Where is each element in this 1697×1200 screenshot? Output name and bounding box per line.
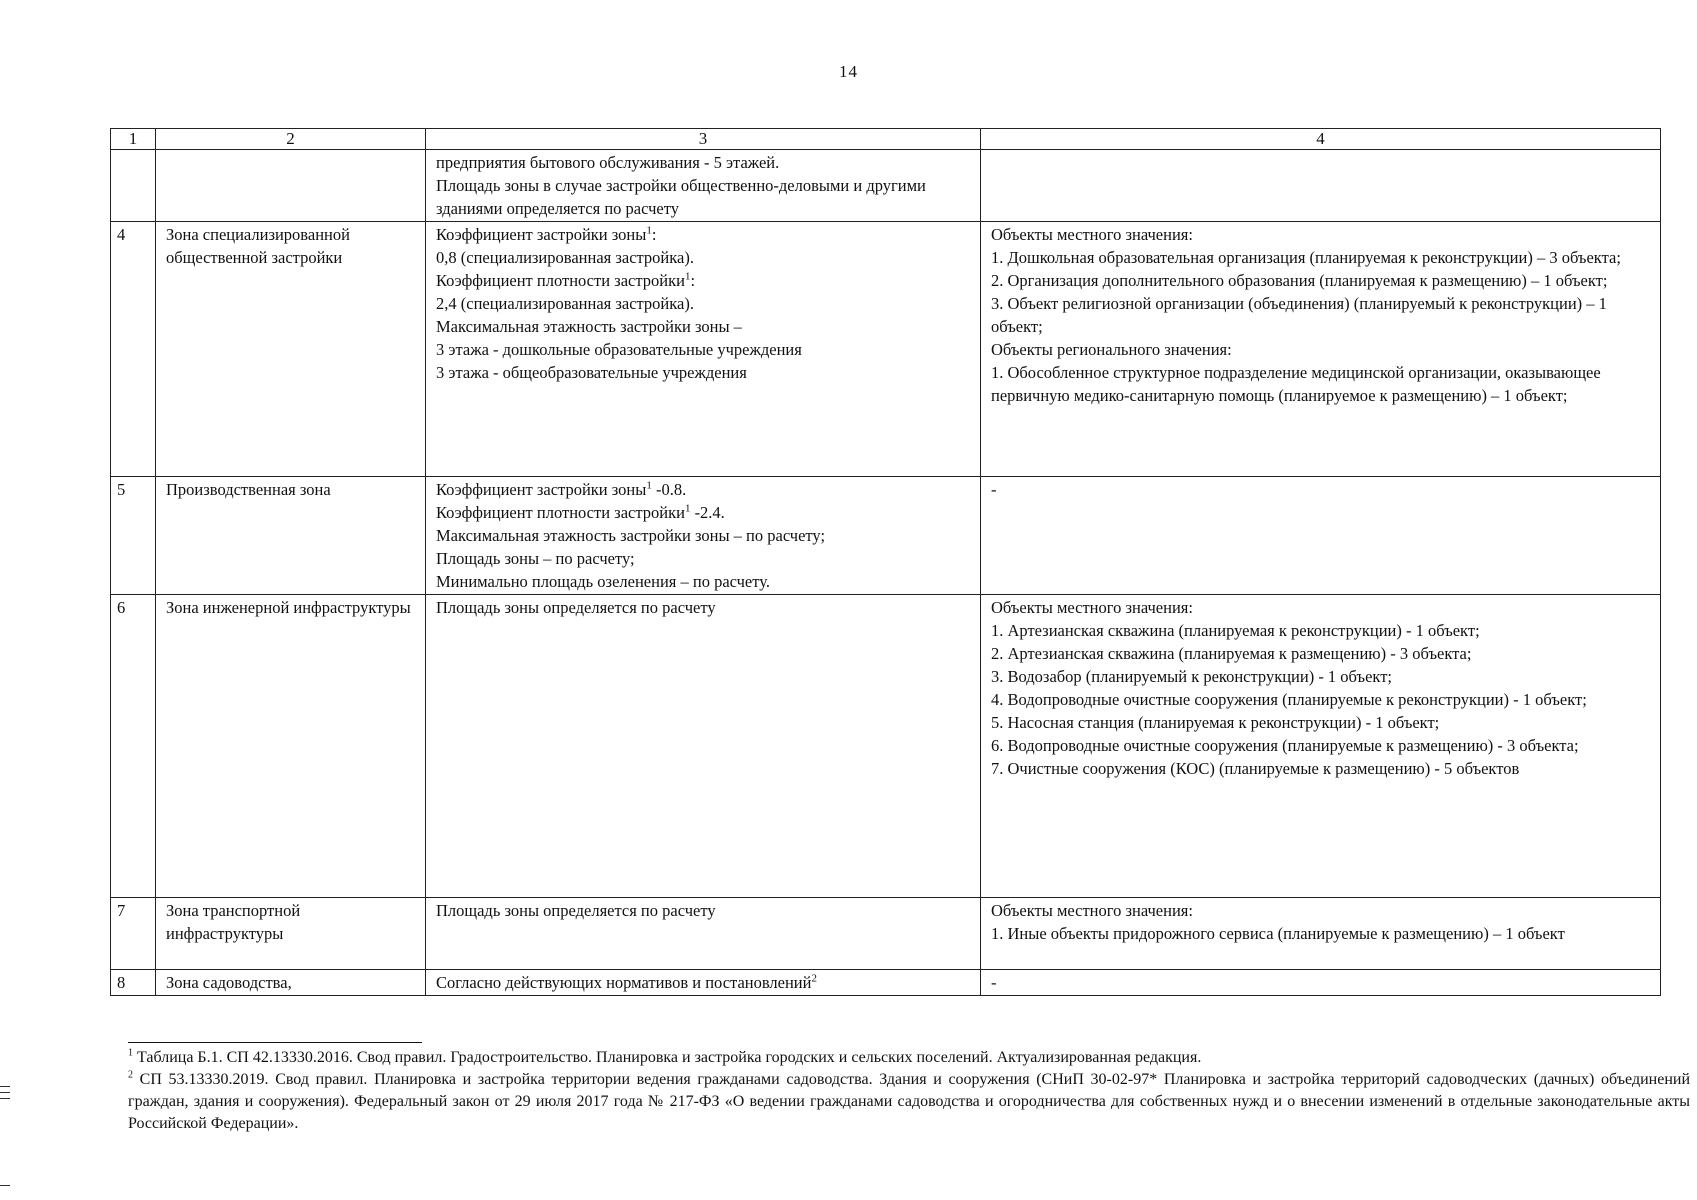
footnote-ref: 1 — [646, 224, 652, 237]
footnote-separator — [128, 1042, 422, 1043]
object-line: 1. Дошкольная образовательная организация (планируемая к реконструкции) – 3 объекта; — [991, 248, 1621, 267]
param-line: предприятия бытового обслуживания - 5 этажей. — [436, 153, 780, 172]
footnote-mark: 1 — [128, 1047, 133, 1059]
row-number: 6 — [111, 595, 156, 898]
object-line: 5. Насосная станция (планируемая к реконструкции) - 1 объект; — [991, 713, 1440, 732]
header-col-3: 3 — [426, 129, 981, 150]
zone-name — [156, 150, 426, 222]
zone-params — [426, 477, 981, 595]
row-number: 5 — [111, 477, 156, 595]
object-line: 2. Организация дополнительного образования (планируемая к размещению) – 1 объект; — [991, 271, 1608, 290]
page-number: 14 — [839, 62, 858, 81]
zone-name: Производственная зона — [156, 477, 426, 595]
zone-params — [426, 150, 981, 222]
param-line: 3 этажа - общеобразовательные учреждения — [436, 363, 747, 382]
param-line: Коэффициент плотности застройки$^1$: — [436, 270, 696, 290]
param-line: 3 этажа - дошкольные образовательные учреждения — [436, 340, 802, 359]
zone-params — [426, 222, 981, 477]
zone-name: Зона специализированной общественной застройки — [156, 222, 426, 477]
binding-mark — [0, 1098, 10, 1099]
param-line: Площадь зоны – по расчету; — [436, 549, 635, 568]
table-row-continuation — [111, 150, 1661, 222]
param-line: 0,8 (специализированная застройка). — [436, 248, 694, 267]
object-line: 1. Иные объекты придорожного сервиса (планируемые к размещению) – 1 объект — [991, 924, 1565, 943]
object-line: 4. Водопроводные очистные сооружения (планируемые к реконструкции) - 1 объект; — [991, 690, 1587, 709]
binding-mark — [0, 1092, 10, 1093]
row-number: 4 — [111, 222, 156, 477]
row-number: 8 — [111, 970, 156, 996]
param-line: Коэффициент застройки зоны$^1$: — [436, 224, 657, 244]
zone-objects — [981, 898, 1661, 970]
zone-objects — [981, 595, 1661, 898]
header-col-4: 4 — [981, 129, 1661, 150]
param-line: Коэффициент плотности застройки$^1$ -2.4. — [436, 502, 725, 522]
row-number: 7 — [111, 898, 156, 970]
object-line: Объекты местного значения: — [991, 225, 1193, 244]
object-line: 3. Объект религиозной организации (объединения) (планируемый к реконструкции) – 1 объект; — [991, 294, 1607, 336]
object-line: 1. Артезианская скважина (планируемая к реконструкции) - 1 объект; — [991, 621, 1480, 640]
object-line: 2. Артезианская скважина (планируемая к размещению) - 3 объекта; — [991, 644, 1472, 663]
zone-objects: - — [981, 970, 1661, 996]
object-line: Объекты местного значения: — [991, 901, 1193, 920]
zones-table — [110, 128, 1661, 996]
zone-objects: - — [981, 477, 1661, 595]
binding-mark — [0, 1086, 10, 1087]
footnote-ref: 1 — [646, 479, 652, 492]
header-col-1: 1 — [111, 129, 156, 150]
object-line: 1. Обособленное структурное подразделение медицинской организации, оказывающее первичную медико-санитарную помощь (планируемое к размещению) – 1 объект; — [991, 363, 1601, 405]
object-line: 3. Водозабор (планируемый к реконструкции) - 1 объект; — [991, 667, 1392, 686]
binding-mark — [0, 1185, 10, 1186]
row-number — [111, 150, 156, 222]
table-row-5 — [111, 477, 1661, 595]
param-line: Коэффициент застройки зоны$^1$ -0.8. — [436, 479, 687, 499]
footnote-ref: 1 — [684, 270, 691, 283]
zone-name: Зона садоводства, — [156, 970, 426, 996]
footnote-ref: 2 — [811, 972, 817, 985]
footnotes — [128, 1047, 1690, 1135]
footnote-ref: 1 — [684, 502, 691, 515]
param-line: 2,4 (специализированная застройка). — [436, 294, 694, 313]
zone-objects — [981, 222, 1661, 477]
zone-params: Площадь зоны определяется по расчету — [426, 898, 981, 970]
object-line: Объекты регионального значения: — [991, 340, 1232, 359]
footnote-2: $^2$ СП 53.13330.2019. Свод правил. Планировка и застройка территории ведения гражданами садоводства. Здания и сооружения (СНиП 30-02-97* Планировка и застройка территорий садоводческих (дачных) объединений граждан, здания и сооружения). Федеральный закон от 29 июля 2017 года № 217-ФЗ «О ведении гражданами садоводства и огородничества для собственных нужд и о внесении изменений в отдельные законодательные акты Российской Федерации». — [128, 1069, 1691, 1132]
zone-name: Зона транспортной инфраструктуры — [156, 898, 426, 970]
zone-params: Согласно действующих нормативов и постановлений$^2$ — [426, 970, 981, 996]
zone-params: Площадь зоны определяется по расчету — [426, 595, 981, 898]
table-row-7 — [111, 898, 1661, 970]
param-line: Максимальная этажность застройки зоны – — [436, 317, 742, 336]
object-line: 7. Очистные сооружения (КОС) (планируемые к размещению) - 5 объектов — [991, 759, 1520, 778]
table-row-6 — [111, 595, 1661, 898]
table-header-row — [111, 129, 1661, 150]
footnote-mark: 2 — [128, 1069, 133, 1081]
param-line: Минимально площадь озеленения – по расчету. — [436, 572, 770, 591]
table-row-8 — [111, 970, 1661, 996]
footnote-1: $^1$ Таблица Б.1. СП 42.13330.2016. Свод правил. Градостроительство. Планировка и застройка городских и сельских поселений. Актуализированная редакция. — [128, 1047, 1202, 1066]
param-line: Максимальная этажность застройки зоны – по расчету; — [436, 526, 826, 545]
zone-name: Зона инженерной инфраструктуры — [156, 595, 426, 898]
object-line: 6. Водопроводные очистные сооружения (планируемые к размещению) - 3 объекта; — [991, 736, 1579, 755]
zone-objects — [981, 150, 1661, 222]
table-row-4 — [111, 222, 1661, 477]
object-line: Объекты местного значения: — [991, 598, 1193, 617]
param-line: Площадь зоны в случае застройки общественно-деловыми и другими зданиями определяется по расчету — [436, 176, 926, 218]
header-col-2: 2 — [156, 129, 426, 150]
